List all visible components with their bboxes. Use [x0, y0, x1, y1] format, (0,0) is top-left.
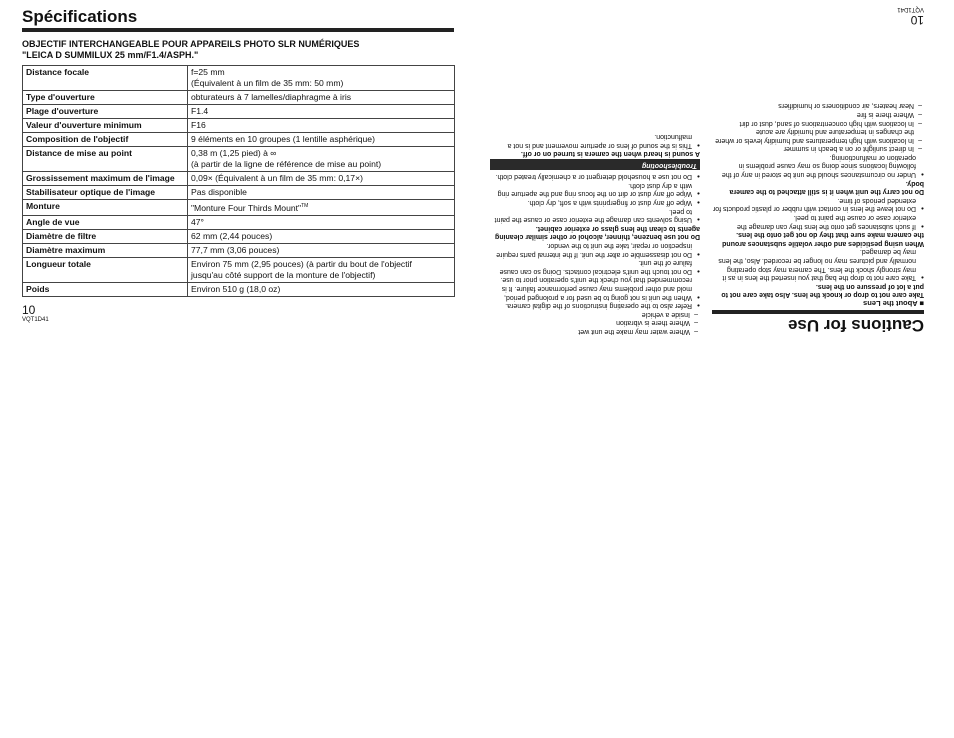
spec-value-line: 62 mm (2,44 pouces) — [191, 230, 273, 241]
spec-value-line: "Monture Four Thirds Mount"™ — [191, 202, 309, 213]
caution-heading: ■ About the Lens — [863, 299, 924, 308]
table-row — [23, 229, 455, 243]
spec-label: Type d'ouverture — [23, 91, 188, 105]
table-row — [23, 282, 455, 296]
caution-item: ● If such substances get onto the lens they can damage the exterior case or cause the paint to peel. — [712, 212, 924, 229]
spec-value-line: 47° — [191, 216, 204, 227]
spec-value — [188, 91, 455, 105]
spec-label: Diamètre maximum — [23, 243, 188, 257]
caution-item: ● Refer also to the operating instructions of the digital camera. — [490, 301, 700, 310]
spec-value-line: 9 éléments en 10 groupes (1 lentille asphérique) — [191, 134, 375, 144]
spec-value — [188, 257, 455, 282]
caution-item: – Near heaters, air conditioners or humidifiers — [712, 101, 924, 110]
table-row — [23, 105, 455, 119]
caution-item: – Where water may make the unit wet — [490, 326, 700, 335]
table-row — [23, 147, 455, 172]
caution-item: ● This is the sound of lens or aperture movement and is not a malfunction. — [490, 131, 700, 148]
caution-item: ● Do not leave the lens in contact with rubber or plastic products for extended periods of time. — [712, 195, 924, 212]
spec-value-line: (à partir de la ligne de référence de mise au point) — [191, 159, 382, 169]
table-row — [23, 257, 455, 282]
table-row — [23, 186, 455, 200]
caution-heading: Take care not to drop or knock the lens. Also take care not to put a lot of pressure on the lens. — [721, 282, 924, 299]
caution-item: ● Wipe off any dust or dirt on the focus ring and the aperture ring with a dry dust cloth. — [490, 180, 700, 197]
spec-value — [188, 105, 455, 119]
spec-label: Longueur totale — [23, 257, 188, 282]
caution-item: – Inside a vehicle — [490, 309, 700, 318]
spec-model-name: "LEICA D SUMMILUX 25 mm/F1.4/ASPH." — [22, 50, 199, 60]
caution-item: ● Do not touch the unit's electrical contacts. Doing so can cause failure of the unit. — [490, 258, 700, 275]
spec-value — [188, 119, 455, 133]
table-row — [23, 91, 455, 105]
spec-value-line: Pas disponible — [191, 187, 247, 197]
spec-value-line: F1.4 — [191, 106, 209, 116]
page-title: Spécifications — [22, 7, 138, 26]
spec-value — [188, 186, 455, 200]
caution-item: – In locations with high temperatures and humidity levels or where the changes in temperature and humidity are acute — [712, 127, 924, 144]
spec-value-line: Environ 510 g (18,0 oz) — [191, 283, 281, 294]
caution-item: ● Do not use a household detergent or a chemically treated cloth. — [490, 172, 700, 181]
caution-item: – In locations with high concentrations of sand, dust or dirt — [712, 118, 924, 127]
spec-label: Stabilisateur optique de l'image — [23, 186, 188, 200]
cautions-title-rule — [712, 310, 924, 314]
spec-label: Plage d'ouverture — [23, 105, 188, 119]
spec-label: Diamètre de filtre — [23, 229, 188, 243]
cautions-page-number: 10 — [910, 13, 924, 27]
caution-item: ● Under no circumstances should the unit be stored in any of the following locations since doing so may cause problems in operation or malfunctioning. — [712, 152, 924, 178]
spec-value — [188, 243, 455, 257]
spec-subtitle: OBJECTIF INTERCHANGEABLE POUR APPAREILS PHOTO SLR NUMÉRIQUES — [22, 39, 360, 49]
spec-value-line: 0,09× (Équivalent à un film de 35 mm: 0,17×) — [191, 173, 363, 183]
spec-value — [188, 200, 455, 216]
spec-value — [188, 172, 455, 186]
spec-value — [188, 133, 455, 147]
caution-item: ● Do not disassemble or alter the unit. If the internal parts require inspection or repair, take the unit to the vendor. — [490, 240, 700, 257]
spec-value-line: 0,38 m (1,25 pied) à ∞ — [191, 148, 277, 158]
spec-label: Distance de mise au point — [23, 147, 188, 172]
spec-value — [188, 147, 455, 172]
spec-value-line: obturateurs à 7 lamelles/diaphragme à iris — [191, 92, 352, 102]
spec-label: Poids — [23, 282, 188, 296]
caution-item: ● Using solvents can damage the exterior case or cause the paint to peel. — [490, 206, 700, 223]
spec-label: Monture — [23, 200, 188, 216]
caution-item: ● Wipe off any dust or fingerprints with a soft, dry cloth. — [490, 198, 700, 207]
document-code: VQT1D41 — [22, 317, 49, 323]
caution-item: ● Take care not to drop the bag that you inserted the lens in as it may strongly shock the lens. The camera may stop operating normally and pictures may no longer be recorded. Also, the lens may be damaged. — [712, 247, 924, 281]
caution-heading: Do not use benzene, thinner, alcohol or other similar cleaning agents to clean the lens glass or exterior cabinet. — [495, 224, 700, 241]
cautions-title: Cautions for Use — [787, 316, 924, 335]
table-row — [23, 119, 455, 133]
table-row — [23, 172, 455, 186]
caution-item: – Where there is fire — [712, 109, 924, 118]
cautions-column-2 — [490, 131, 700, 335]
spec-label: Distance focale — [23, 66, 188, 91]
spec-value-line: 77,7 mm (3,06 pouces) — [191, 244, 280, 255]
title-rule — [22, 28, 454, 32]
spec-value-line: F16 — [191, 120, 206, 130]
spec-value-line: (Équivalent à un film de 35 mm: 50 mm) — [191, 78, 344, 88]
spec-label: Valeur d'ouverture minimum — [23, 119, 188, 133]
caution-item: ● When the unit is not going to be used for a prolonged period, mold and other problems may cause performance failure. It is recommended that you check the unit's operation prior to use. — [490, 275, 700, 301]
troubleshooting-heading: Troubleshooting — [490, 159, 700, 170]
table-row — [23, 133, 455, 147]
trademark-mark: TM — [301, 203, 309, 209]
spec-value — [188, 215, 455, 229]
cautions-document-code: VQT1D41 — [897, 6, 924, 12]
table-row — [23, 200, 455, 216]
spec-value — [188, 229, 455, 243]
spec-value — [188, 282, 455, 296]
spec-label: Grossissement maximum de l'image — [23, 172, 188, 186]
spec-value-line: jusqu'au côté support de la monture de l'objectif) — [191, 269, 376, 280]
caution-heading: A sound is heard when the camera is turned on or off. — [520, 150, 700, 158]
caution-heading: When using pesticides and other volatile substances around the camera make sure that they do not get onto the lens. — [722, 231, 924, 247]
table-row — [23, 66, 455, 91]
spec-value-line: Environ 75 mm (2,95 pouces) (à partir du bout de l'objectif — [191, 258, 412, 269]
caution-heading: Do not carry the unit when it is still attached to the camera body. — [729, 179, 924, 196]
caution-item: – Where there is vibration — [490, 318, 700, 327]
spec-value-line: f=25 mm — [191, 67, 225, 77]
caution-item: – In direct sunlight or on a beach in summer — [712, 144, 924, 153]
table-row — [23, 215, 455, 229]
spec-value — [188, 66, 455, 91]
cautions-column-1 — [712, 101, 924, 307]
spec-label: Angle de vue — [23, 215, 188, 229]
table-row — [23, 243, 455, 257]
spec-label: Composition de l'objectif — [23, 133, 188, 147]
cautions-page-rotated — [480, 0, 940, 345]
spec-subheading — [22, 39, 462, 61]
page-number: 10 — [22, 303, 36, 317]
specifications-table — [22, 65, 455, 297]
